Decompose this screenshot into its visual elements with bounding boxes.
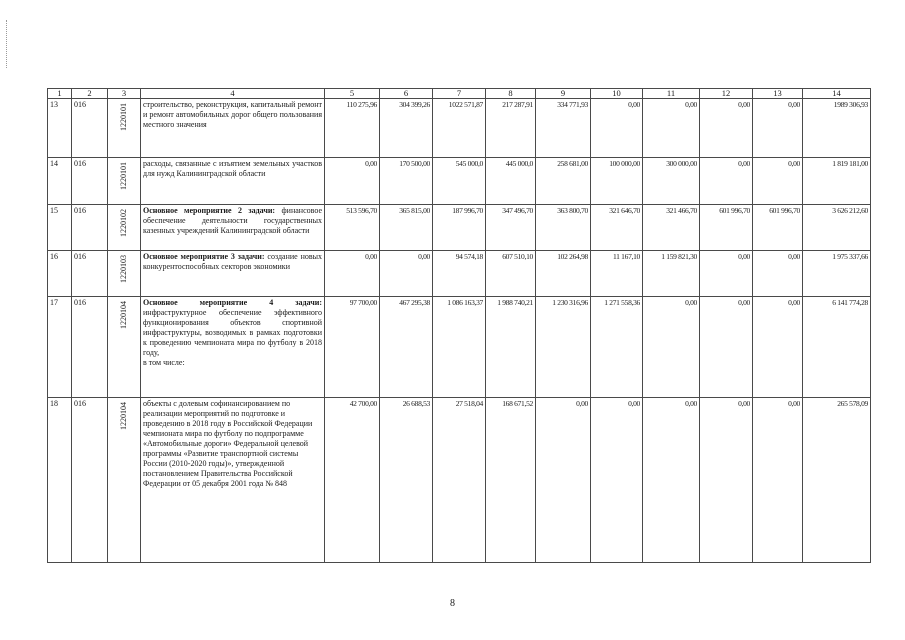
margin-mark [6,20,8,68]
header-cell: 9 [536,89,591,99]
value-cell: 0,00 [643,99,700,158]
value-cell: 513 596,70 [325,205,380,251]
header-cell: 6 [380,89,433,99]
code-cell-a: 016 [72,398,108,563]
description-title: Основное мероприятие 4 задачи: [143,298,322,307]
value-cell: 168 671,52 [486,398,536,563]
value-cell: 265 578,09 [803,398,871,563]
value-cell: 545 000,0 [433,158,486,205]
page-number: 8 [450,598,455,609]
code-cell-b [108,99,141,158]
value-cell: 1 086 163,37 [433,297,486,398]
code-cell-a: 016 [72,99,108,158]
table-row [48,99,871,158]
value-cell: 304 399,26 [380,99,433,158]
value-cell: 347 496,70 [486,205,536,251]
description-cell [141,398,325,563]
value-cell: 1 159 821,30 [643,251,700,297]
value-cell: 334 771,93 [536,99,591,158]
header-cell: 1 [48,89,72,99]
table-row [48,398,871,563]
description-text: инфраструктурное обеспечение эффективного функционирования объектов спортивной инфраструктуры, возводимых в рамках подготовки к проведению чемпионата мира по футболу в 2018 году, [143,308,322,357]
vertical-code: 1220102 [119,209,128,237]
value-cell: 0,00 [643,398,700,563]
value-cell: 1 988 740,21 [486,297,536,398]
row-number-cell: 16 [48,251,72,297]
value-cell: 170 500,00 [380,158,433,205]
code-cell-b [108,297,141,398]
value-cell: 42 700,00 [325,398,380,563]
budget-table [47,88,871,563]
table-row [48,205,871,251]
value-cell: 0,00 [700,297,753,398]
value-cell: 607 510,10 [486,251,536,297]
vertical-code: 1220104 [119,301,128,329]
table-row [48,297,871,398]
description-title: Основное мероприятие 2 задачи: [143,206,276,215]
code-cell-b [108,251,141,297]
value-cell: 1 819 181,00 [803,158,871,205]
value-cell: 0,00 [325,158,380,205]
value-cell: 0,00 [591,99,643,158]
row-number-cell: 15 [48,205,72,251]
header-cell: 11 [643,89,700,99]
value-cell: 601 996,70 [700,205,753,251]
description-cell [141,251,325,297]
value-cell: 0,00 [536,398,591,563]
value-cell: 26 688,53 [380,398,433,563]
value-cell: 1 230 316,96 [536,297,591,398]
description-cell [141,297,325,398]
value-cell: 0,00 [380,251,433,297]
description-title: Основное мероприятие 3 задачи: [143,252,265,261]
value-cell: 300 000,00 [643,158,700,205]
value-cell: 1 975 337,66 [803,251,871,297]
value-cell: 217 287,91 [486,99,536,158]
row-number-cell: 14 [48,158,72,205]
value-cell: 11 167,10 [591,251,643,297]
header-cell: 12 [700,89,753,99]
description-text: расходы, связанные с изъятием земельных участков для нужд Калининградской области [143,159,322,178]
value-cell: 0,00 [700,251,753,297]
code-cell-a: 016 [72,158,108,205]
header-cell: 7 [433,89,486,99]
header-cell: 4 [141,89,325,99]
code-cell-b [108,158,141,205]
value-cell: 321 466,70 [643,205,700,251]
value-cell: 601 996,70 [753,205,803,251]
row-number-cell: 18 [48,398,72,563]
code-cell-a: 016 [72,297,108,398]
vertical-code: 1220103 [119,255,128,283]
code-cell-a: 016 [72,205,108,251]
value-cell: 467 295,38 [380,297,433,398]
value-cell: 94 574,18 [433,251,486,297]
header-cell: 10 [591,89,643,99]
vertical-code: 1220101 [119,103,128,131]
value-cell: 110 275,96 [325,99,380,158]
value-cell: 0,00 [643,297,700,398]
value-cell: 0,00 [753,158,803,205]
description-text: создание новых конкурентоспособных секторов экономики [143,252,323,271]
header-cell: 14 [803,89,871,99]
value-cell: 97 700,00 [325,297,380,398]
value-cell: 0,00 [753,99,803,158]
value-cell: 0,00 [700,398,753,563]
table-row [48,158,871,205]
value-cell: 321 646,70 [591,205,643,251]
code-cell-a: 016 [72,251,108,297]
description-text: объекты с долевым софинансированием по реализации мероприятий по подготовке и проведению в 2018 году в Российской Федерации чемпионата мира по футболу по подпрограмме «Автомобильные дороги» Федеральной целевой программы «Развитие транспортной системы России (2010-2020 годы)», утвержденной постановлением Правительства Российской Федерации от 05 декабря 2001 года № 848 [143,399,313,488]
value-cell: 3 626 212,60 [803,205,871,251]
value-cell: 0,00 [700,99,753,158]
code-cell-b [108,205,141,251]
row-number-cell: 17 [48,297,72,398]
description-cell [141,99,325,158]
value-cell: 363 800,70 [536,205,591,251]
value-cell: 445 000,0 [486,158,536,205]
row-number-cell: 13 [48,99,72,158]
value-cell: 1022 571,87 [433,99,486,158]
value-cell: 0,00 [753,297,803,398]
header-cell: 13 [753,89,803,99]
value-cell: 0,00 [753,251,803,297]
description-text: финансовое обеспечение деятельности государственных казенных учреждений Калининградской области [143,206,322,235]
value-cell: 0,00 [325,251,380,297]
header-cell: 2 [72,89,108,99]
header-row [48,89,871,99]
value-cell: 0,00 [753,398,803,563]
value-cell: 0,00 [700,158,753,205]
code-cell-b [108,398,141,563]
description-cell [141,158,325,205]
value-cell: 6 141 774,28 [803,297,871,398]
value-cell: 1 271 558,36 [591,297,643,398]
value-cell: 100 000,00 [591,158,643,205]
value-cell: 102 264,98 [536,251,591,297]
vertical-code: 1220101 [119,162,128,190]
header-cell: 3 [108,89,141,99]
value-cell: 365 815,00 [380,205,433,251]
header-cell: 8 [486,89,536,99]
value-cell: 187 996,70 [433,205,486,251]
vertical-code: 1220104 [119,402,128,430]
value-cell: 27 518,04 [433,398,486,563]
value-cell: 0,00 [591,398,643,563]
value-cell: 258 681,00 [536,158,591,205]
header-cell: 5 [325,89,380,99]
table-row [48,251,871,297]
value-cell: 1989 306,93 [803,99,871,158]
description-text-extra: в том числе: [143,358,185,367]
description-text: строительство, реконструкция, капитальный ремонт и ремонт автомобильных дорог общего пользования местного значения [143,100,322,129]
description-cell [141,205,325,251]
